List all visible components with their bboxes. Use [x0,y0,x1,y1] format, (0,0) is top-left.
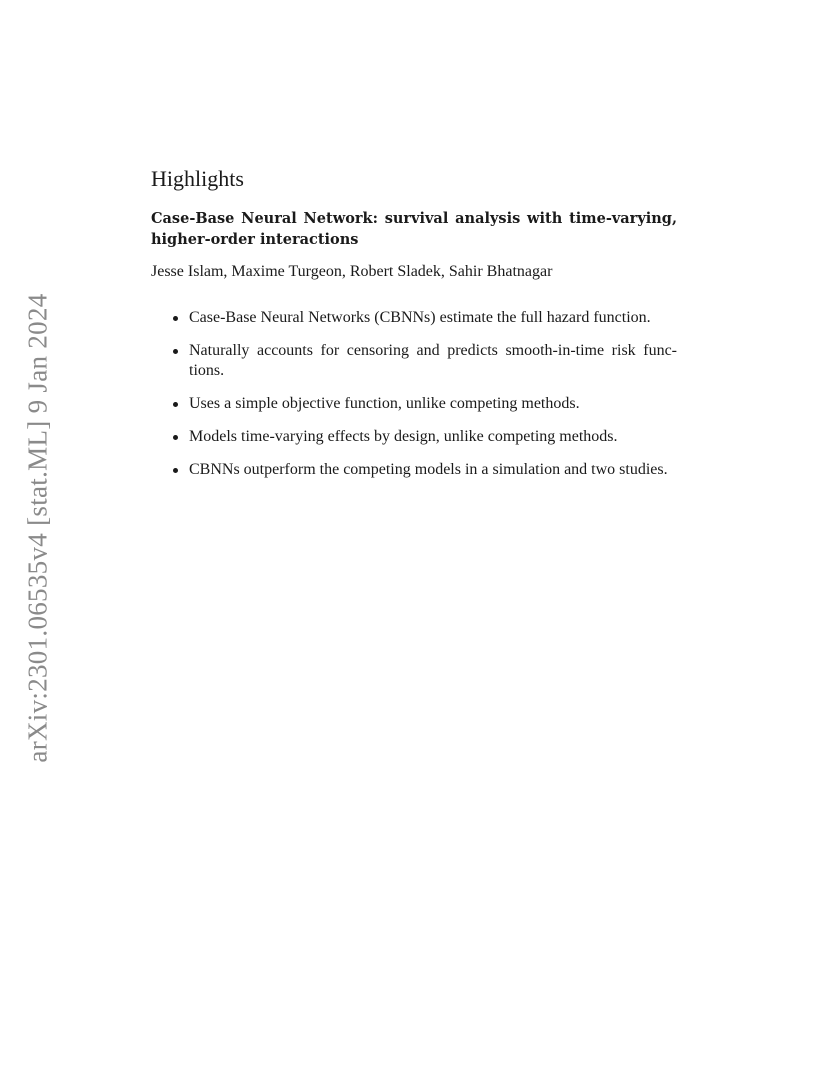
highlight-item [189,460,677,480]
highlight-item [189,394,677,414]
bullet-icon [173,435,178,440]
bullet-icon [173,316,178,321]
highlight-item [189,427,677,447]
arxiv-identifier-stamp: arXiv:2301.06535v4 [stat.ML] 9 Jan 2024 [22,293,53,763]
bullet-icon [173,402,178,407]
highlight-text: CBNNs outperform the competing models in a simulation and two studies. [189,460,668,478]
highlights-list [151,308,677,479]
highlights-page [151,166,677,493]
section-heading: Highlights [151,166,244,191]
bullet-icon [173,349,178,354]
highlight-text: Naturally accounts for censoring and predicts smooth-in-time risk func-tions. [189,342,677,379]
highlight-item [189,341,677,380]
highlight-text: Case-Base Neural Networks (CBNNs) estimate the full hazard function. [189,309,651,327]
highlight-item [189,308,677,328]
author-list: Jesse Islam, Maxime Turgeon, Robert Sladek, Sahir Bhatnagar [151,263,553,281]
bullet-icon [173,468,178,473]
highlight-text: Uses a simple objective function, unlike competing methods. [189,394,580,412]
highlight-text: Models time-varying effects by design, unlike competing methods. [189,427,618,445]
paper-title: Case-Base Neural Network: survival analysis with time-varying, higher-order interactions [151,210,677,249]
